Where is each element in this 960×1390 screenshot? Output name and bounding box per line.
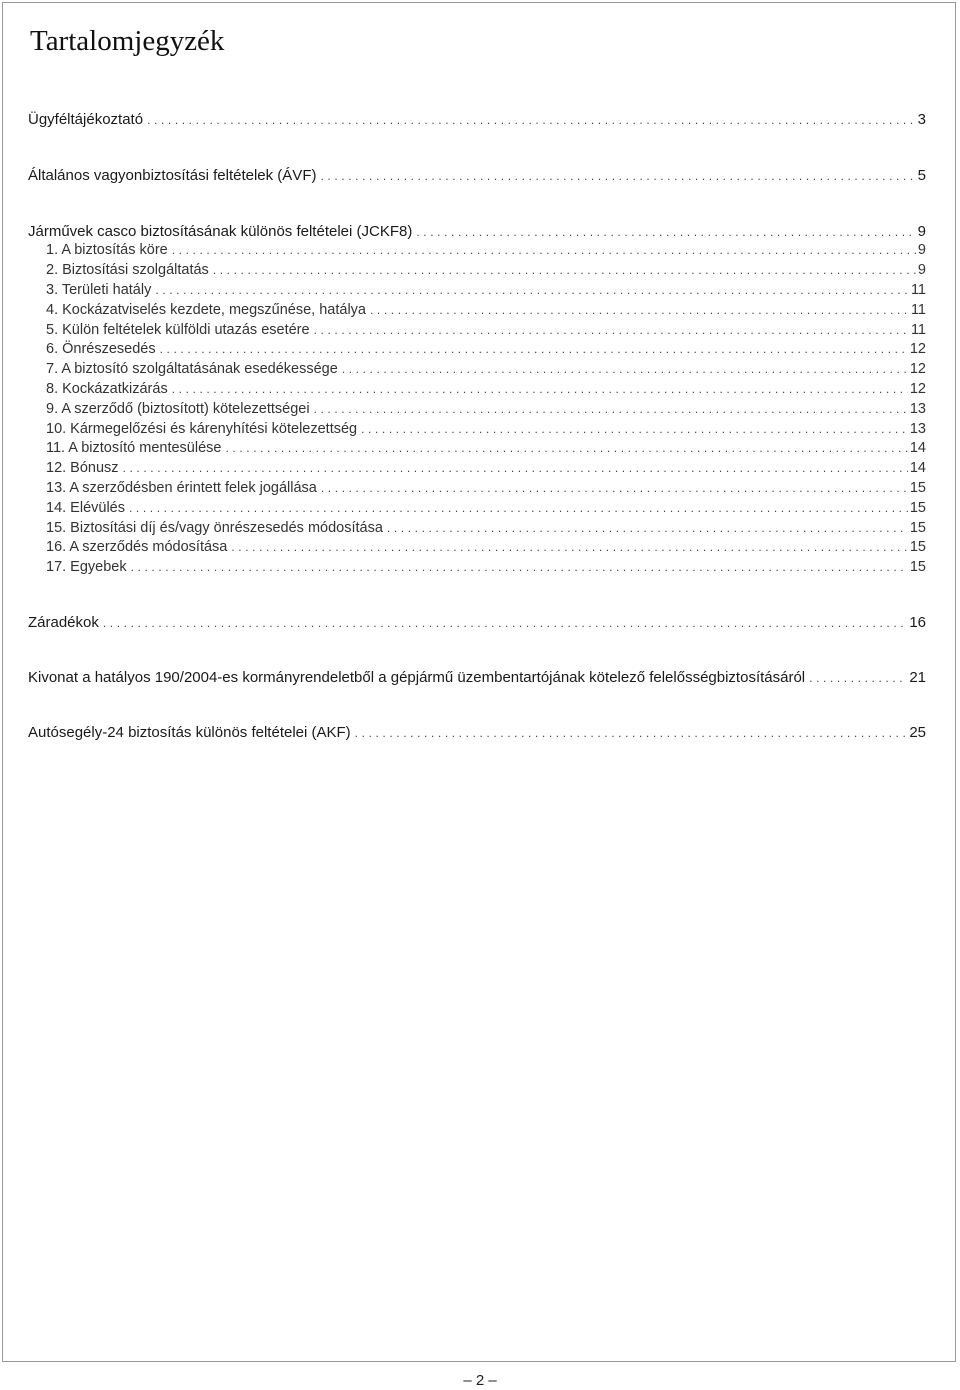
toc-subentry[interactable] [28,301,926,321]
dot-leader [155,281,909,301]
toc-subentry-page: 12 [909,341,926,358]
toc-subentry-label: 4. Kockázatviselés kezdete, megszűnése, hatálya [46,301,366,318]
dot-leader [416,223,915,243]
toc-entry-general-terms[interactable] [28,166,926,186]
toc-subentry-page: 9 [917,262,926,279]
dot-leader [213,261,916,281]
toc-subentry[interactable] [28,558,926,578]
dot-leader [103,614,907,634]
toc-subentry-page: 15 [909,499,926,516]
toc-entry-label: Általános vagyonbiztosítási feltételek (ÁVF) [28,166,317,184]
toc-entry-label: Záradékok [28,613,99,631]
toc-entry-label: Ügyféltájékoztató [28,111,144,128]
toc-entry-page: 9 [917,222,926,240]
toc-subentry-page: 14 [909,460,926,477]
toc-entry-assistance[interactable] [28,723,926,743]
toc-subentry-label: 7. A biztosító szolgáltatásának esedékessége [46,361,338,378]
toc-subentry-label: 15. Biztosítási díj és/vagy önrészesedés módosítása [46,519,383,536]
toc-subentry-page: 12 [909,361,926,378]
toc-entry-page: 21 [909,668,926,686]
toc-subentry-label: 3. Területi hatály [46,281,152,298]
toc-subentry-label: 10. Kármegelőzési és kárenyhítési kötelezettség [46,420,358,437]
dot-leader [361,420,908,440]
toc-subentry-label: 5. Külön feltételek külföldi utazás esetére [46,321,310,338]
table-of-contents [28,110,926,742]
toc-subentry[interactable] [28,321,926,341]
toc-entry-page: 3 [917,111,926,128]
toc-entry-label: Kivonat a hatályos 190/2004-es kormányrendeletből a gépjármű üzembentartójának kötelező felelősségbiztosításáról [28,668,806,686]
dot-leader [160,340,908,360]
toc-subentry[interactable] [28,439,926,459]
toc-subentry[interactable] [28,519,926,539]
toc-subentry[interactable] [28,499,926,519]
toc-subentry[interactable] [28,380,926,400]
toc-subentry-page: 15 [909,559,926,576]
toc-subentry-page: 13 [909,400,926,417]
dot-leader [370,301,909,321]
toc-subentry-label: 1. A biztosítás köre [46,242,168,259]
dot-leader [355,724,908,744]
dot-leader [129,499,908,519]
dot-leader [321,479,908,499]
dot-leader [131,558,908,578]
toc-subentry-label: 14. Elévülés [46,499,125,516]
toc-subentry-page: 15 [909,479,926,496]
page-title: Tartalomjegyzék [30,25,225,57]
dot-leader [342,360,908,380]
toc-entry-customer-info[interactable] [28,110,926,130]
toc-subentry-label: 9. A szerződő (biztosított) kötelezettségei [46,400,310,417]
toc-subentry-page: 15 [909,519,926,536]
dot-leader [172,380,908,400]
dot-leader [809,669,907,689]
dot-leader [225,439,907,459]
toc-entry-label: Járművek casco biztosításának különös feltételei (JCKF8) [28,222,413,240]
toc-subentry-page: 12 [909,380,926,397]
dot-leader [320,167,915,187]
dot-leader [123,459,908,479]
toc-entry-decree-extract[interactable] [28,668,926,688]
toc-subentry[interactable] [28,420,926,440]
toc-subentry-page: 9 [917,242,926,259]
toc-subentry[interactable] [28,459,926,479]
dot-leader [147,111,916,131]
toc-subentry-page: 11 [910,301,926,318]
toc-subentry-page: 11 [910,321,926,338]
page-number: – 2 – [463,1372,497,1389]
toc-subentry-page: 15 [909,539,926,556]
toc-subentry[interactable] [28,241,926,261]
toc-subentry-label: 13. A szerződésben érintett felek jogállása [46,479,317,496]
toc-entry-casco[interactable] [28,222,926,242]
toc-subentry-page: 14 [909,440,926,457]
toc-entry-clauses[interactable] [28,613,926,633]
toc-subentry-label: 12. Bónusz [46,460,119,477]
toc-subentry[interactable] [28,340,926,360]
toc-subentry[interactable] [28,360,926,380]
dot-leader [172,241,916,261]
toc-subentry[interactable] [28,261,926,281]
toc-subentry-page: 13 [909,420,926,437]
toc-subentry[interactable] [28,281,926,301]
dot-leader [231,538,908,558]
toc-subentry[interactable] [28,479,926,499]
toc-entry-page: 16 [909,613,926,631]
toc-entry-label: Autósegély-24 biztosítás különös feltételei (AKF) [28,723,351,741]
toc-subentry-label: 17. Egyebek [46,559,127,576]
toc-subentry-label: 2. Biztosítási szolgáltatás [46,262,209,279]
toc-subentry-label: 6. Önrészesedés [46,341,156,358]
toc-subentry[interactable] [28,538,926,558]
dot-leader [314,400,908,420]
dot-leader [314,321,909,341]
toc-subentry-label: 11. A biztosító mentesülése [46,440,222,457]
toc-subentry-label: 16. A szerződés módosítása [46,539,228,556]
toc-entry-page: 25 [909,723,926,741]
toc-subentry-page: 11 [910,281,926,298]
toc-entry-page: 5 [917,166,926,184]
toc-subentry[interactable] [28,400,926,420]
dot-leader [387,519,908,539]
toc-subentry-label: 8. Kockázatkizárás [46,380,168,397]
